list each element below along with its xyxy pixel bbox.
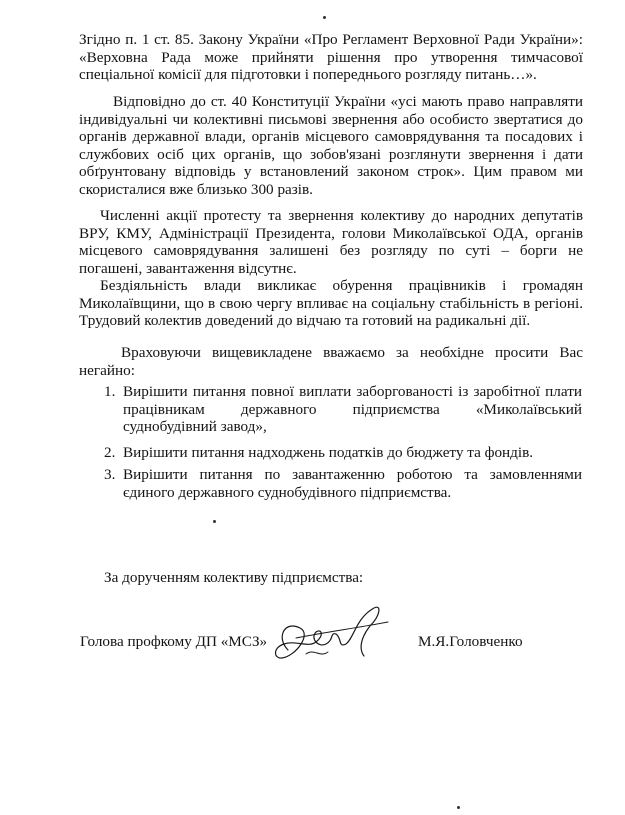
speck — [323, 16, 326, 19]
list-item — [104, 383, 582, 436]
paragraph-protests: Численні акції протесту та звернення колективу до народних депутатів ВРУ, КМУ, Адміністрації Президента, голови Миколаївської ОДА, органів місцевого самоврядування залишені без розгляду по суті – борги не погашені, завантаження відсутнє. — [79, 207, 583, 277]
paragraph-regulation: Згідно п. 1 ст. 85. Закону України «Про Регламент Верховної Ради України»: «Верховна Рада може прийняти рішення про утворення тимчасової спеціальної комісії для підготовки і попереднього розгляду питань…». — [79, 31, 583, 83]
paragraph-request: Враховуючи вищевикладене вважаємо за необхідне просити Вас негайно: — [79, 344, 583, 379]
list-item-number: 2. — [104, 444, 116, 461]
paragraph-constitution: Відповідно до ст. 40 Конституції України «усі мають право направляти індивідуальні чи колективні письмові звернення або особисто звертатися до органів державної влади, органів місцевого самоврядування та посадових і службових осіб цих органів, що зобов'язані розглянути звернення і дати обґрунтовану відповідь у встановлений законом строк». Цим правом ми скористалися вже близько 300 разів. — [79, 93, 583, 198]
signatory-name: М.Я.Головченко — [418, 633, 523, 650]
paragraph-inaction: Бездіяльність влади викликає обурення працівників і громадян Миколаївщини, що в свою чергу впливає на соціальну стабільність в регіоні. Трудовий колектив доведений до відчаю та готовий на радикальні дії. — [79, 277, 583, 329]
signatory-role: Голова профкому ДП «МСЗ» — [80, 633, 268, 650]
list-item-text: Вирішити питання по завантаженню роботою та замовленнями єдиного державного суднобудівного підприємства. — [123, 466, 582, 501]
speck — [457, 806, 460, 809]
list-item-number: 1. — [104, 383, 116, 400]
closing-line: За дорученням колективу підприємства: — [104, 569, 364, 586]
speck — [213, 520, 216, 523]
list-item — [104, 444, 582, 462]
handwritten-signature — [266, 598, 396, 668]
list-item-number: 3. — [104, 466, 116, 483]
list-item — [104, 466, 582, 501]
list-item-text: Вирішити питання повної виплати заборгованості із заробітної плати працівникам державного підприємства «Миколаївський суднобудівний завод», — [123, 383, 582, 435]
list-item-text: Вирішити питання надходжень податків до бюджету та фондів. — [123, 444, 534, 461]
